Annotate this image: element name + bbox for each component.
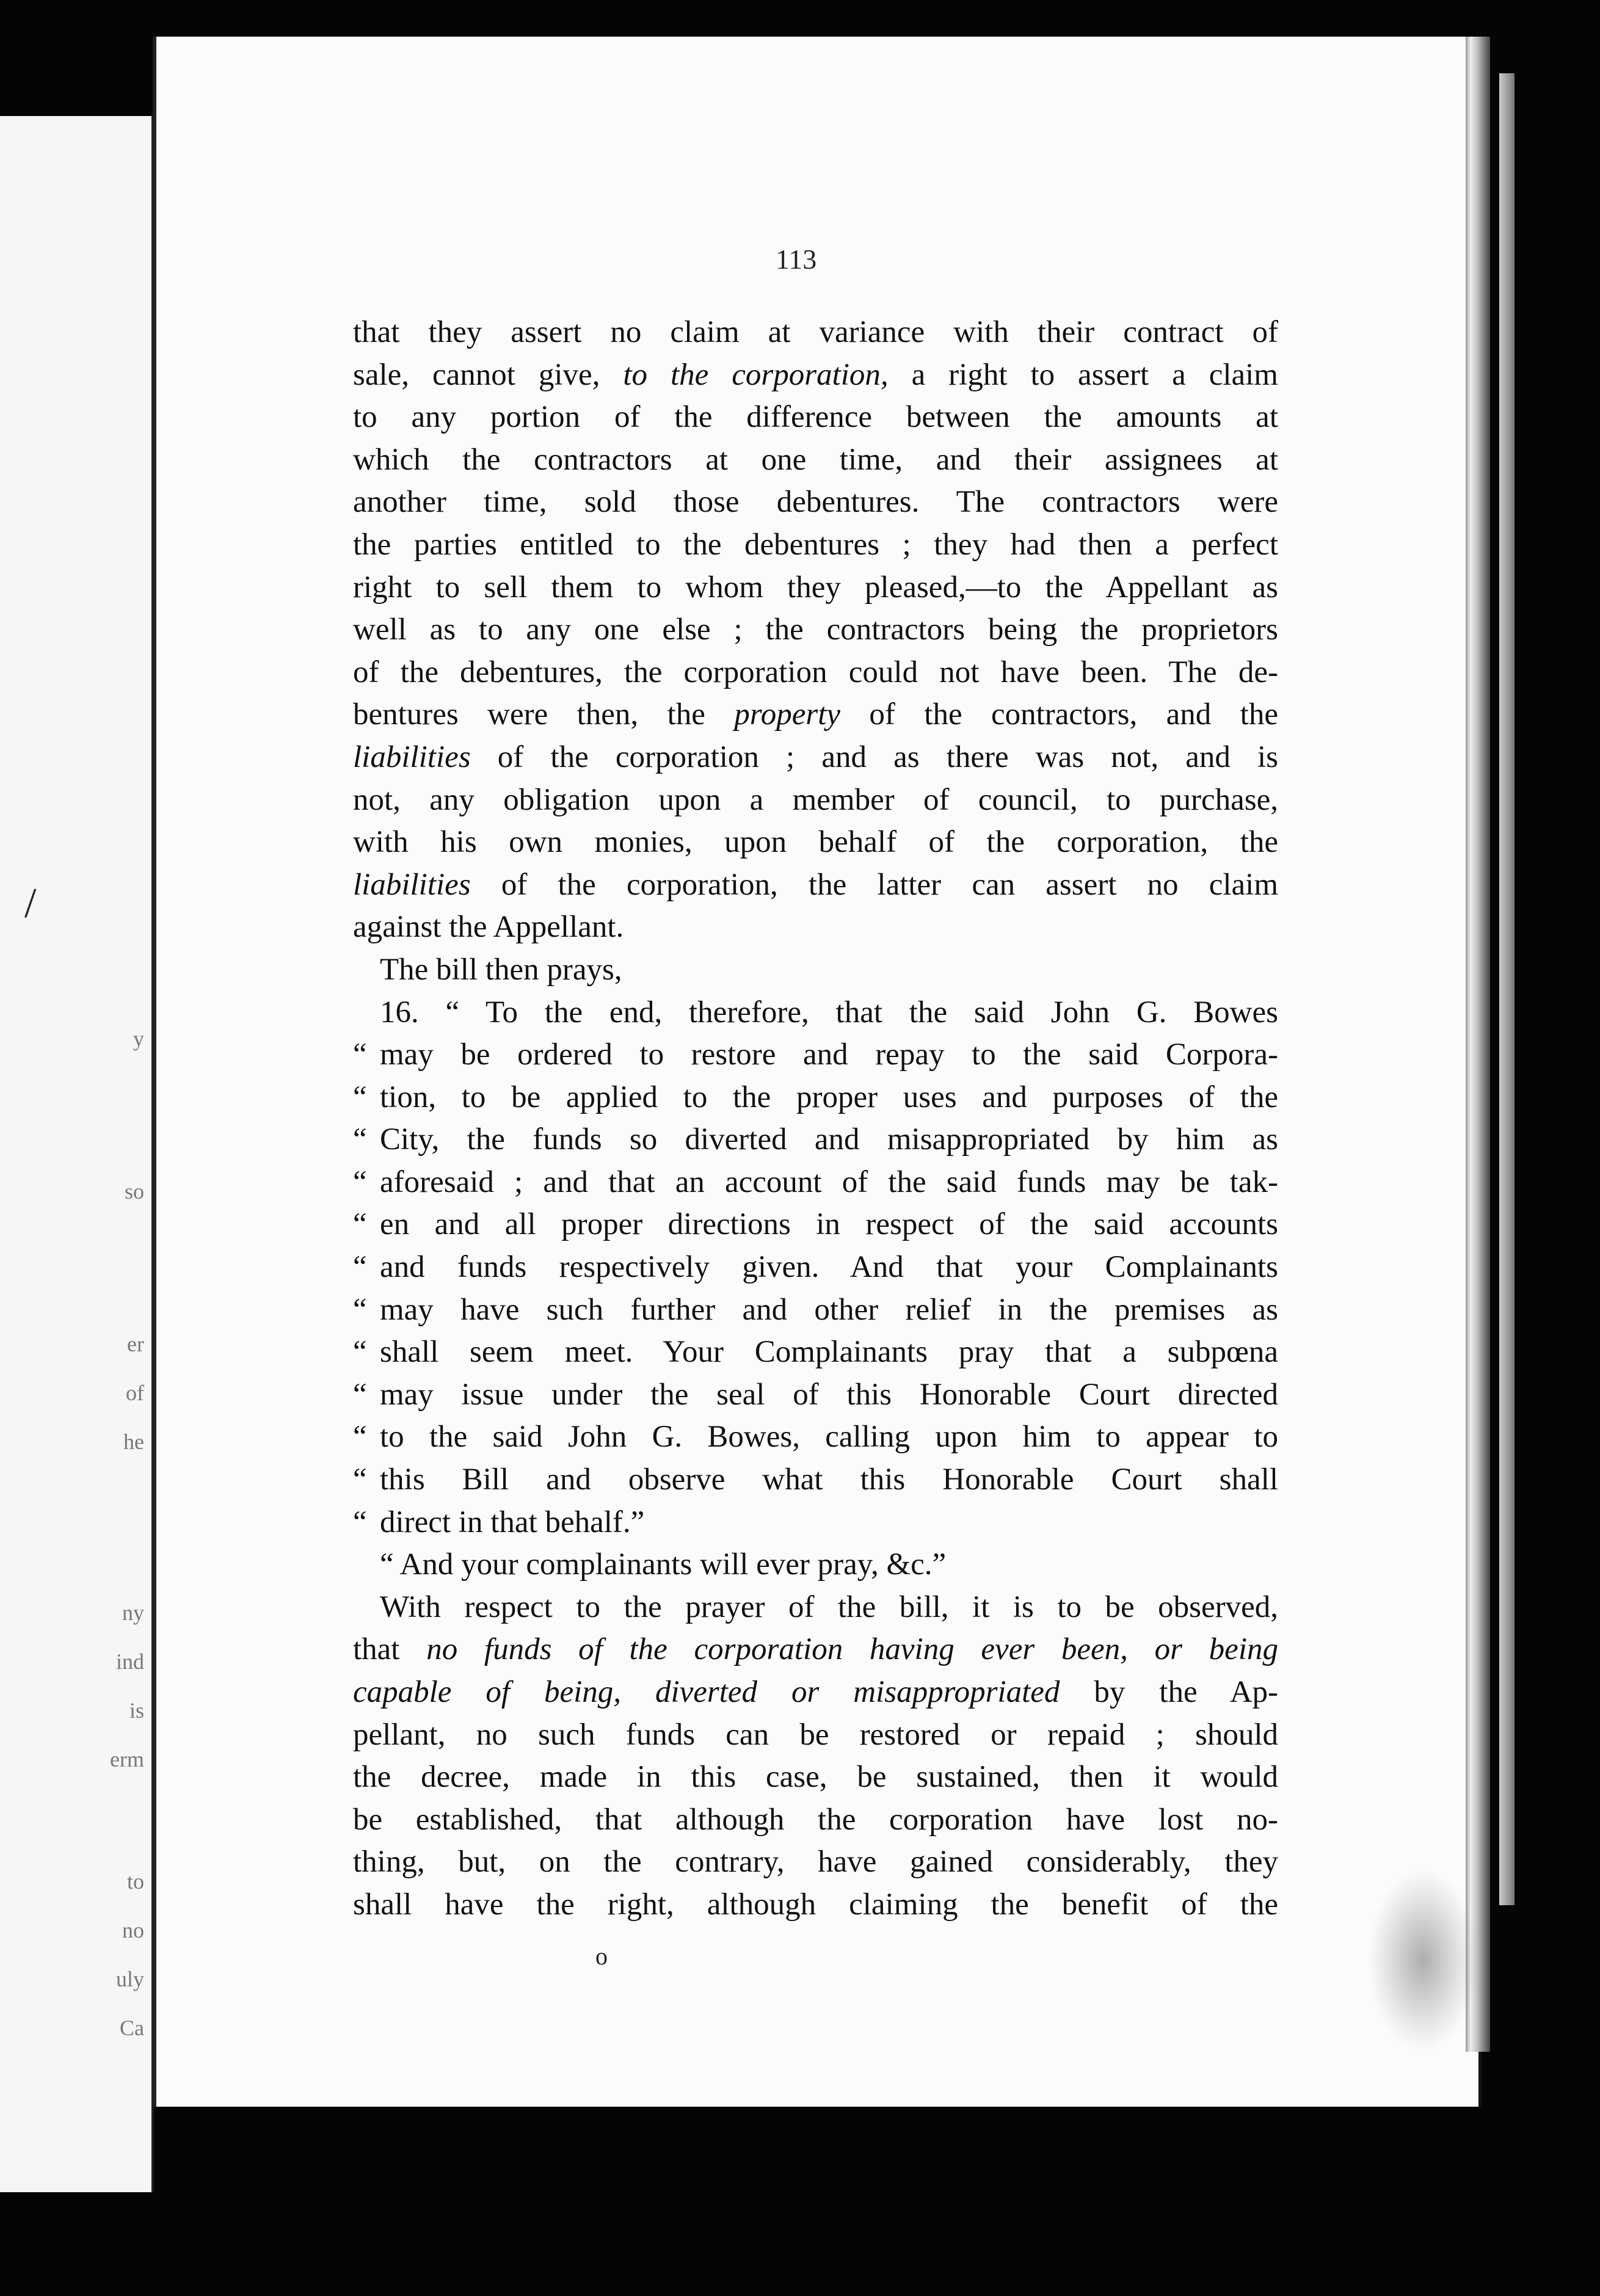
text-line — [353, 1459, 1278, 1502]
quote-mark: “ — [353, 1420, 367, 1455]
quote-mark: “ — [353, 1164, 367, 1199]
facing-page-fragment: erm — [110, 1747, 144, 1771]
text-segment: direct in that behalf.” — [380, 1505, 645, 1539]
facing-page-fragment: so — [124, 1179, 144, 1204]
text-segment: bentures were then, the — [353, 697, 735, 732]
text-segment: With respect to the prayer of the bill, it is to be observed, — [380, 1589, 1278, 1624]
text-line — [353, 779, 1278, 822]
text-segment: with his own monies, upon behalf of the corporation, the — [353, 825, 1278, 860]
emphasized-text: to the corporation, — [623, 357, 889, 392]
page-edge-shadow — [1466, 37, 1490, 2052]
facing-page-fragment: y — [133, 1026, 144, 1051]
facing-page-fragment: er — [127, 1332, 144, 1356]
text-segment: en and all proper directions in respect of the said accounts — [380, 1207, 1278, 1242]
text-line — [353, 311, 1278, 354]
text-line — [353, 1714, 1278, 1757]
text-line — [353, 1586, 1278, 1629]
text-line — [353, 1416, 1278, 1459]
text-segment: the decree, made in this case, be sustained, then it would — [353, 1760, 1278, 1795]
text-segment: against the Appellant. — [353, 910, 624, 945]
text-segment: be established, that although the corporation have lost no- — [353, 1802, 1278, 1837]
text-line — [353, 1246, 1278, 1289]
text-line — [353, 1204, 1278, 1246]
quote-mark: “ — [353, 1080, 367, 1114]
quote-mark: “ — [353, 1505, 367, 1539]
text-line — [353, 864, 1278, 907]
text-segment: another time, sold those debentures. The contractors were — [353, 485, 1278, 520]
text-segment: which the contractors at one time, and their assignees at — [353, 442, 1278, 477]
emphasized-text: property — [734, 697, 841, 732]
text-segment: that they assert no claim at variance with their contract of — [353, 315, 1278, 349]
quote-mark: “ — [353, 1335, 367, 1370]
text-segment: of the debentures, the corporation could not have been. The de- — [353, 655, 1278, 689]
quote-mark: “ — [353, 1292, 367, 1327]
body-text — [353, 311, 1278, 1927]
page-stain — [1368, 1869, 1478, 2052]
facing-page-fragment: ind — [115, 1649, 144, 1674]
text-line — [353, 524, 1278, 567]
text-line — [353, 992, 1278, 1034]
text-segment: of the corporation ; and as there was not, and is — [470, 739, 1278, 774]
facing-page-edge — [0, 116, 154, 2192]
text-line — [353, 1544, 1278, 1586]
text-segment: to any portion of the difference between the amounts at — [353, 400, 1278, 435]
text-line — [353, 1799, 1278, 1842]
text-line — [353, 439, 1278, 482]
emphasized-text: capable of being, diverted or misappropriated — [353, 1675, 1060, 1709]
facing-page-fragment: to — [126, 1869, 144, 1894]
text-line — [353, 949, 1278, 992]
quote-mark: “ — [353, 1462, 367, 1497]
emphasized-text: no funds of the corporation having ever been, or being — [426, 1632, 1278, 1667]
text-line — [353, 906, 1278, 949]
text-segment: not, any obligation upon a member of council, to purchase, — [353, 782, 1278, 817]
text-segment: to the said John G. Bowes, calling upon him to appear to — [380, 1420, 1278, 1455]
text-line — [353, 1374, 1278, 1417]
facing-page-fragment: of — [126, 1381, 144, 1405]
text-line — [353, 736, 1278, 779]
page-number: 113 — [776, 244, 817, 275]
text-line — [353, 1756, 1278, 1799]
facing-page-fragment: no — [122, 1918, 144, 1942]
text-line — [353, 694, 1278, 736]
text-segment: “ And your complainants will ever pray, &c.” — [380, 1547, 947, 1582]
text-segment: shall have the right, although claiming the benefit of the — [353, 1887, 1278, 1922]
text-line — [353, 354, 1278, 397]
facing-page-fragment: is — [129, 1698, 144, 1723]
quote-mark: “ — [353, 1122, 367, 1157]
text-segment: City, the funds so diverted and misappropriated by him as — [380, 1122, 1278, 1157]
text-segment: a right to assert a claim — [888, 357, 1278, 392]
text-segment: and funds respectively given. And that your Complainants — [380, 1250, 1278, 1285]
page-edge-shadow-outer — [1499, 73, 1515, 1905]
text-segment: The bill then prays, — [380, 952, 622, 987]
text-segment: of the corporation, the latter can assert no claim — [470, 867, 1278, 902]
text-segment: this Bill and observe what this Honorable Court shall — [380, 1462, 1278, 1497]
facing-page-fragment: uly — [115, 1967, 144, 1991]
text-line — [353, 567, 1278, 609]
emphasized-text: liabilities — [353, 739, 471, 774]
text-segment: shall seem meet. Your Complainants pray that a subpœna — [380, 1335, 1278, 1370]
text-line — [353, 652, 1278, 694]
text-line — [353, 1119, 1278, 1161]
text-segment: by the Ap- — [1060, 1675, 1279, 1709]
text-line — [353, 1331, 1278, 1374]
text-segment: of the contractors, and the — [840, 697, 1278, 732]
text-segment: may issue under the seal of this Honorable Court directed — [380, 1377, 1278, 1412]
text-line — [353, 1034, 1278, 1077]
text-segment: thing, but, on the contrary, have gained considerably, they — [353, 1845, 1278, 1880]
text-line — [353, 481, 1278, 524]
text-line — [353, 1502, 1278, 1544]
facing-page-fragment: ny — [122, 1600, 144, 1625]
text-line — [353, 1841, 1278, 1884]
text-segment: that — [353, 1632, 427, 1667]
facing-page-fragment: Ca — [120, 2016, 144, 2040]
text-line — [353, 1629, 1278, 1671]
text-segment: may have such further and other relief in the premises as — [380, 1292, 1278, 1327]
text-segment: aforesaid ; and that an account of the said funds may be tak- — [380, 1164, 1278, 1199]
text-segment: tion, to be applied to the proper uses and purposes of the — [380, 1080, 1278, 1114]
text-line — [353, 1884, 1278, 1927]
text-line — [353, 396, 1278, 439]
text-segment: pellant, no such funds can be restored or repaid ; should — [353, 1717, 1278, 1752]
emphasized-text: liabilities — [353, 867, 471, 902]
text-line — [353, 1289, 1278, 1332]
text-line — [353, 1077, 1278, 1119]
text-segment: may be ordered to restore and repay to the said Corpora- — [380, 1037, 1278, 1072]
quote-mark: “ — [353, 1250, 367, 1285]
text-line — [353, 609, 1278, 652]
text-segment: the parties entitled to the debentures ; they had then a perfect — [353, 527, 1278, 562]
text-segment: right to sell them to whom they pleased,—to the Appellant as — [353, 570, 1278, 605]
text-line — [353, 1671, 1278, 1714]
text-line — [353, 821, 1278, 864]
text-segment: 16. “ To the end, therefore, that the said John G. Bowes — [380, 995, 1278, 1030]
text-segment: well as to any one else ; the contractors being the proprietors — [353, 612, 1278, 647]
text-line — [353, 1161, 1278, 1204]
text-segment: sale, cannot give, — [353, 357, 624, 392]
quote-mark: “ — [353, 1377, 367, 1412]
signature-mark: o — [595, 1942, 608, 1970]
quote-mark: “ — [353, 1207, 367, 1242]
facing-page-fragment: he — [123, 1430, 144, 1454]
quote-mark: “ — [353, 1037, 367, 1072]
margin-slash-mark: / — [24, 880, 37, 927]
